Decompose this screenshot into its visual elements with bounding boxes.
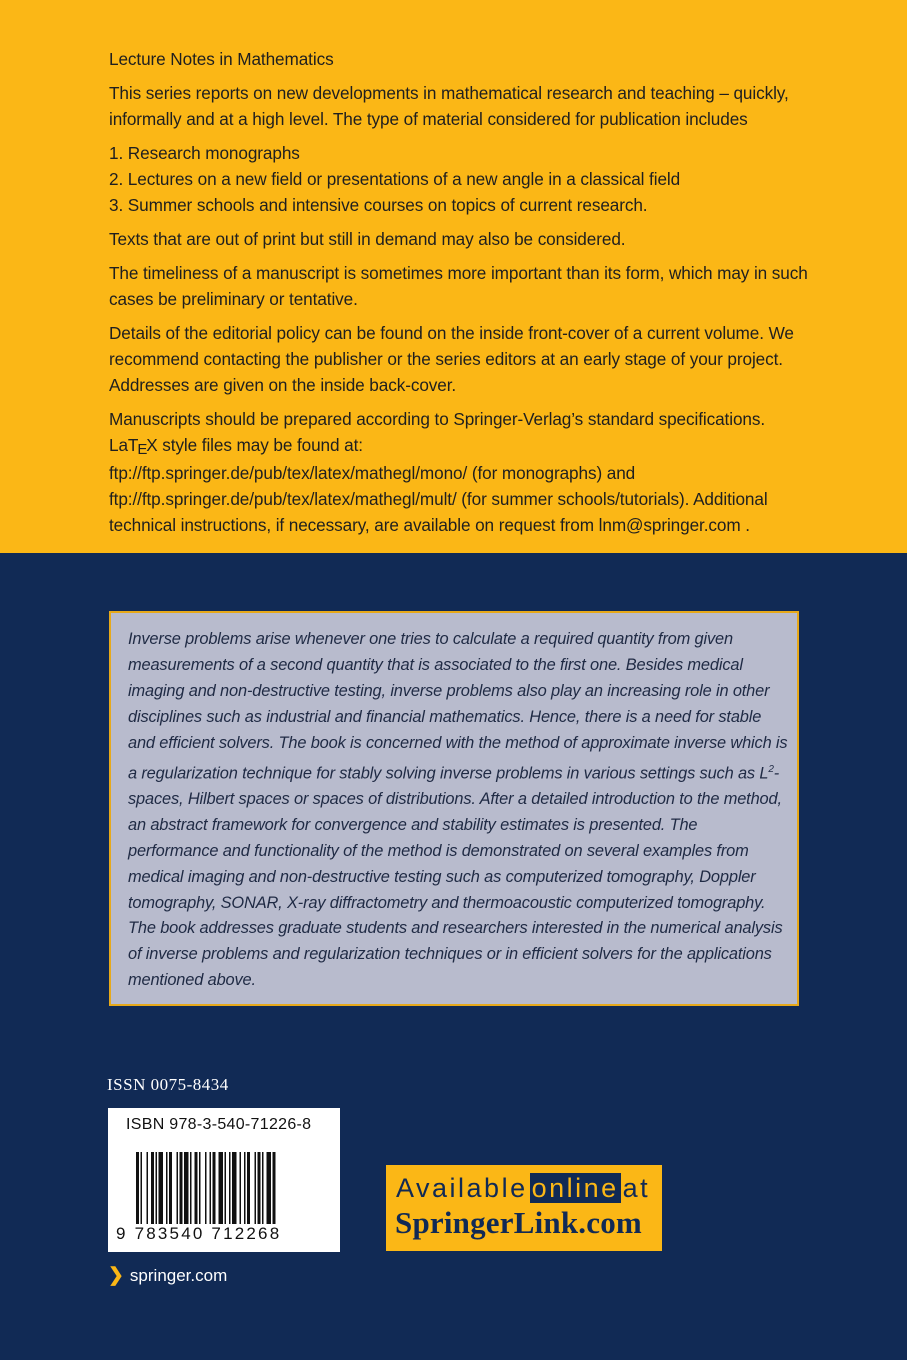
abstract-box: [109, 611, 799, 1006]
out-of-print-note: Texts that are out of print but still in demand may also be considered.: [109, 229, 626, 249]
timeliness-note: The timeliness of a manuscript is sometimes more important than its form, which may in such cases be preliminary or tentative.: [109, 263, 808, 309]
issn-label: ISSN 0075-8434: [107, 1075, 229, 1094]
material-list: [109, 140, 829, 218]
isbn-label: ISBN 978-3-540-71226-8: [126, 1116, 312, 1133]
barcode-panel: [108, 1108, 340, 1252]
series-info-text: [109, 46, 829, 546]
ftp-mono-link[interactable]: ftp://ftp.springer.de/pub/tex/latex/mathegl/mono/ (for monographs) and: [109, 463, 636, 483]
abstract-text: Inverse problems arise whenever one tries to calculate a required quantity from given measurements of a second quantity that is associated to the first one. Besides medical imaging and non-destructive testing, inverse problems also play an increasing role in other disciplines such as industrial and financial mathematics. Hence, there is a need for stable and efficient solvers. The book is concerned with the method of approximate inverse which is a regularization technique for stably solving inverse problems in various settings such as $L^2$-spaces, Hilbert spaces or spaces of distributions. After a detailed introduction to the method, an abstract framework for convergence and stability estimates is presented. The performance and functionality of the method is demonstrated on several examples from medical imaging and non-destructive testing such as computerized tomography, Doppler tomography, SONAR, X-ray diffractometry and thermoacoustic computerized tomography. The book addresses graduate students and researchers interested in the numerical analysis of inverse problems and regularization techniques or in efficient solvers for the applications mentioned above.: [128, 630, 788, 990]
editorial-policy-note: Details of the editorial policy can be found on the inside front-cover of a current volume. We recommend contacting the publisher or the series editors at an early stage of your project. Addresses are given on the inside back-cover.: [109, 323, 794, 395]
springer-link[interactable]: [108, 1264, 227, 1287]
list-item: 1. Research monographs: [109, 143, 300, 163]
list-item: 3. Summer schools and intensive courses on topics of current research.: [109, 195, 648, 215]
online-word: online: [531, 1173, 619, 1203]
series-intro: This series reports on new developments in mathematical research and teaching – quickly, informally and at a high level. The type of material considered for publication includes: [109, 83, 789, 129]
latex-logo: LaTE: [109, 435, 148, 458]
series-title: Lecture Notes in Mathematics: [109, 49, 334, 69]
list-item: 2. Lectures on a new field or presentations of a new angle in a classical field: [109, 169, 681, 189]
available-online-line: Available online at: [396, 1173, 651, 1203]
springer-url[interactable]: springer.com: [129, 1266, 228, 1285]
chevron-right-icon: ❯: [108, 1265, 124, 1286]
springerlink-logo: SpringerLink.com: [395, 1205, 642, 1240]
barcode-digits: 9 783540 712268: [116, 1224, 282, 1243]
series-info-panel: [0, 0, 907, 553]
ftp-mult-link[interactable]: ftp://ftp.springer.de/pub/tex/latex/mathegl/mult/ (for summer schools/tutorials). Additional technical instructions, if necessary, are available on request from lnm@springer.com .: [109, 489, 768, 535]
available-online-badge: [386, 1165, 662, 1251]
manuscripts-note: [109, 406, 829, 538]
superscript: 2: [768, 763, 774, 775]
manuscripts-line: Manuscripts should be prepared according to Springer-Verlag’s standard specifications.: [109, 409, 766, 429]
latex-files-line: X style files may be found at:: [146, 435, 363, 455]
barcode-graphic: [136, 1152, 321, 1224]
